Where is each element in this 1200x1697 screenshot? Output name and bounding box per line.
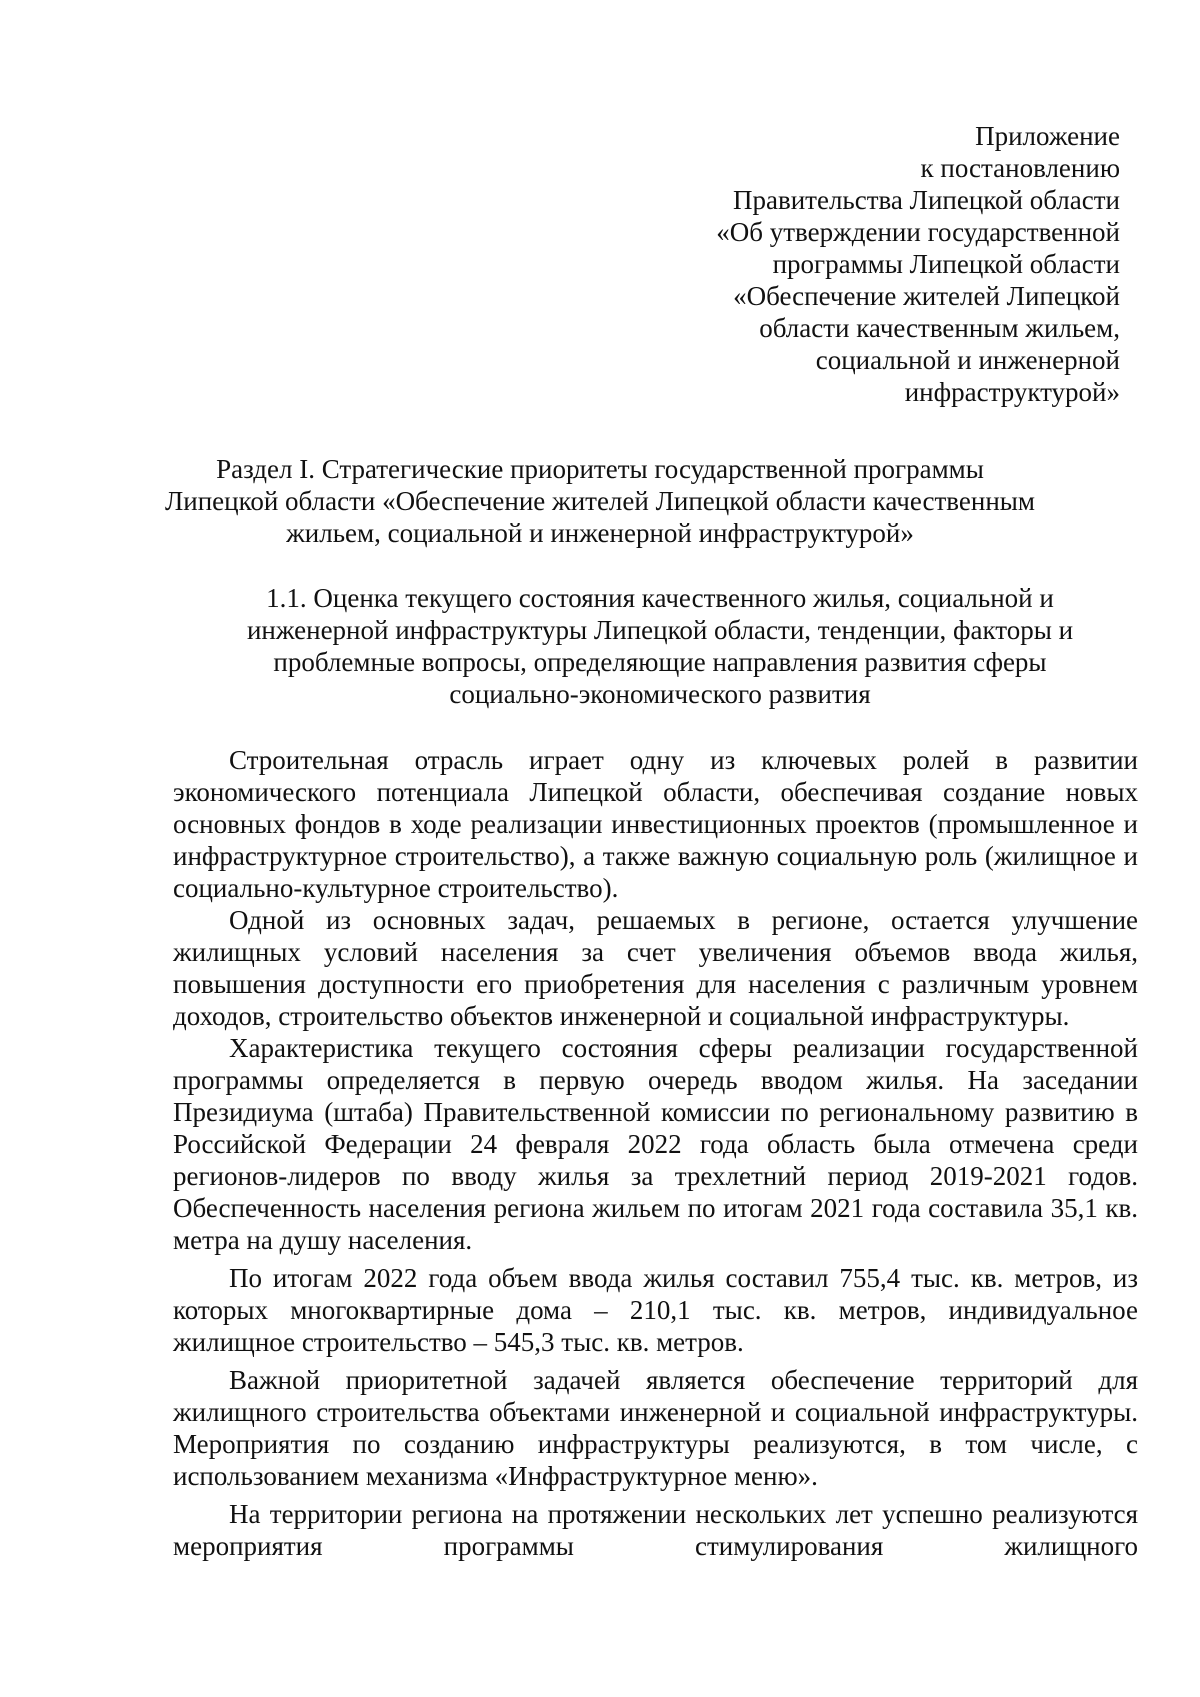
section-title-line: Липецкой области «Обеспечение жителей Липецкой области качественным xyxy=(164,486,1036,516)
appendix-line: «Об утверждении государственной xyxy=(716,217,1120,247)
section-title-line: Раздел I. Стратегические приоритеты государственной программы xyxy=(216,454,984,484)
subsection-title xyxy=(200,582,1120,710)
appendix-line: «Обеспечение жителей Липецкой xyxy=(733,281,1120,311)
body-paragraph: На территории региона на протяжении нескольких лет успешно реализуются мероприятия программы стимулирования жилищного xyxy=(173,1499,1138,1561)
subsection-title-line: 1.1. Оценка текущего состояния качественного жилья, социальной и xyxy=(266,583,1054,613)
body-paragraph: По итогам 2022 года объем ввода жилья составил 755,4 тыс. кв. метров, из которых многоквартирные дома – 210,1 тыс. кв. метров, индивидуальное жилищное строительство – 545,3 тыс. кв. метров. xyxy=(173,1263,1138,1357)
body-paragraph: Характеристика текущего состояния сферы реализации государственной программы определяется в первую очередь вводом жилья. На заседании Президиума (штаба) Правительственной комиссии по региональному развитию в Российской Федерации 24 февраля 2022 года область была отмечена среди регионов-лидеров по вводу жилья за трехлетний период 2019-2021 годов. Обеспеченность населения региона жильем по итогам 2021 года составила 35,1 кв. метра на душу населения. xyxy=(173,1033,1138,1255)
body-paragraph: Строительная отрасль играет одну из ключевых ролей в развитии экономического потенциала Липецкой области, обеспечивая создание новых основных фондов в ходе реализации инвестиционных проектов (промышленное и инфраструктурное строительство), а также важную социальную роль (жилищное и социально-культурное строительство). xyxy=(173,745,1138,903)
section-title-line: жильем, социальной и инженерной инфраструктурой» xyxy=(286,518,914,548)
subsection-title-line: инженерной инфраструктуры Липецкой области, тенденции, факторы и xyxy=(246,615,1074,645)
body-paragraph: Одной из основных задач, решаемых в регионе, остается улучшение жилищных условий населения за счет увеличения объемов ввода жилья, повышения доступности его приобретения для населения с различным уровнем доходов, строительство объектов инженерной и социальной инфраструктуры. xyxy=(173,905,1138,1031)
appendix-line: области качественным жильем, xyxy=(759,313,1120,343)
subsection-title-line: социально-экономического развития xyxy=(449,679,871,709)
appendix-header xyxy=(650,120,1120,408)
appendix-line: к постановлению xyxy=(920,153,1120,183)
appendix-line: Правительства Липецкой области xyxy=(732,185,1120,215)
subsection-title-line: проблемные вопросы, определяющие направления развития сферы xyxy=(273,647,1047,677)
appendix-line: социальной и инженерной xyxy=(815,345,1120,375)
appendix-line: программы Липецкой области xyxy=(772,249,1120,279)
section-title xyxy=(120,453,1080,549)
appendix-line: инфраструктурой» xyxy=(904,377,1120,407)
body-text xyxy=(173,744,1138,1562)
body-paragraph: Важной приоритетной задачей является обеспечение территорий для жилищного строительства объектами инженерной и социальной инфраструктуры. Мероприятия по созданию инфраструктуры реализуются, в том числе, с использованием механизма «Инфраструктурное меню». xyxy=(173,1365,1138,1491)
appendix-line: Приложение xyxy=(975,121,1120,151)
